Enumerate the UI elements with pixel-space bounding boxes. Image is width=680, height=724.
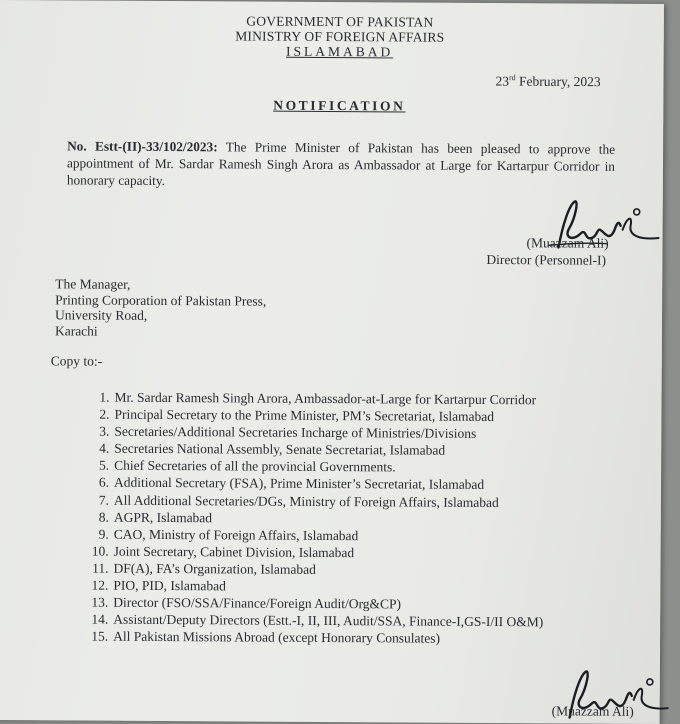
copy-item-number: 9. [98, 526, 109, 542]
date-day: 23 [495, 73, 510, 89]
copy-item-text: Mr. Sardar Ramesh Singh Arora, Ambassador-at-Large for Kartarpur Corridor [114, 389, 537, 408]
copy-item-text: AGPR, Islamabad [113, 509, 213, 525]
copy-item-number: 5. [98, 457, 110, 474]
signatory-name-bottom: (Muazzam Ali) [551, 703, 634, 719]
body-text: The Prime Minister of Pakistan has been pleased to approve the appointment of Mr. Sardar Ramesh Singh Arora as Ambassador at Large for Kartarpur Corridor in honorary capacity. [66, 139, 616, 189]
copy-item-text: DF(A), FA’s Organization, Islamabad [113, 560, 316, 577]
copy-item-number: 12. [91, 577, 109, 593]
copy-item-number: 13. [91, 594, 109, 610]
copy-item-text: All Pakistan Missions Abroad (except Honorary Consulates) [113, 629, 441, 647]
copy-item-text: Secretaries/Additional Secretaries Incharge of Ministries/Divisions [114, 423, 477, 442]
addressee-line: Karachi [54, 322, 98, 339]
signatory-title: Director (Personnel-I) [486, 251, 607, 268]
copy-item-number: 7. [98, 492, 109, 508]
header-city: ISLAMABAD [286, 43, 394, 60]
addressee-line: Printing Corporation of Pakistan Press, [55, 291, 267, 309]
copy-item-number: 10. [91, 543, 109, 559]
notification-title: NOTIFICATION [273, 97, 406, 114]
copy-item-number: 3. [99, 423, 110, 439]
notification-body [67, 137, 615, 191]
addressee-line: University Road, [55, 307, 148, 323]
copy-item-text: All Additional Secretaries/DGs, Ministry of Foreign Affairs, Islamabad [113, 492, 499, 510]
copy-item-number: 1. [99, 389, 110, 405]
date-rest: February, 2023 [515, 73, 601, 90]
header-government: GOVERNMENT OF PAKISTAN [246, 13, 434, 30]
notification-date [495, 73, 600, 90]
copy-item-text: PIO, PID, Islamabad [113, 577, 226, 594]
reference-number: No. Estt-(II)-33/102/2023: [67, 138, 218, 155]
copy-to-label: Copy to:- [50, 353, 103, 369]
copy-item-number: 8. [98, 509, 109, 525]
addressee-line: The Manager, [55, 276, 131, 292]
copy-item-text: Secretaries National Assembly, Senate Secretariat, Islamabad [114, 440, 446, 459]
copy-list-item [70, 628, 543, 648]
copy-item-number: 2. [99, 406, 110, 422]
copy-item-text: Additional Secretary (FSA), Prime Minister’s Secretariat, Islamabad [114, 475, 485, 493]
copy-item-number: 11. [92, 560, 109, 576]
copy-item-text: Assistant/Deputy Directors (Estt.-I, II, III, Audit/SSA, Finance-I,GS-I/II O&M) [113, 611, 544, 630]
signatory-name: (Muazzam Ali) [526, 235, 609, 251]
copy-item-number: 4. [99, 440, 110, 456]
addressee-block [55, 276, 266, 339]
copy-item-text: Director (FSO/SSA/Finance/Foreign Audit/Org&CP) [113, 594, 402, 612]
copy-item-number: 6. [98, 475, 110, 491]
copy-item-number: 14. [91, 611, 109, 627]
date-suffix: rd [509, 73, 516, 83]
copy-list [70, 388, 545, 647]
copy-item-text: Joint Secretary, Cabinet Division, Islamabad [113, 543, 355, 561]
copy-item-text: CAO, Ministry of Foreign Affairs, Islamabad [113, 526, 359, 543]
header-ministry: MINISTRY OF FOREIGN AFFAIRS [235, 28, 445, 45]
copy-item-text: Chief Secretaries of all the provincial Governments. [114, 458, 396, 475]
copy-item-text: Principal Secretary to the Prime Minister, PM’s Secretariat, Islamabad [114, 406, 495, 425]
copy-item-number: 15. [91, 628, 109, 644]
